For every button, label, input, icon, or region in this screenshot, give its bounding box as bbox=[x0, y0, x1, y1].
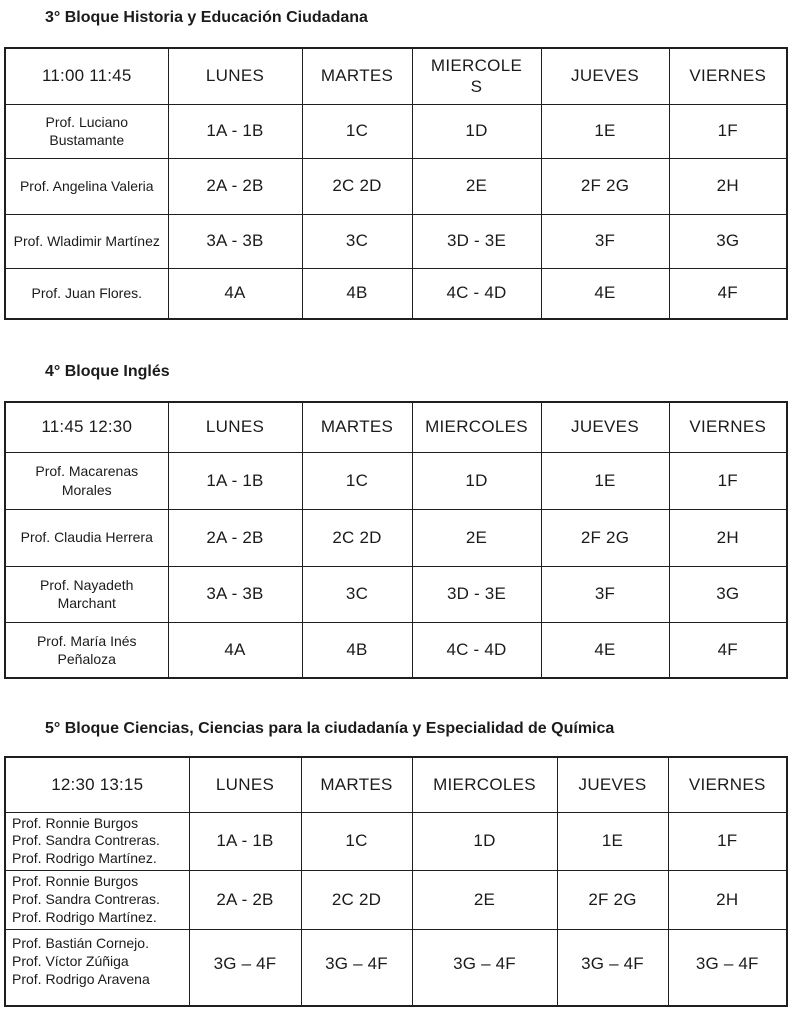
class-cell: 1D bbox=[412, 104, 541, 158]
table-row bbox=[5, 452, 787, 509]
table-row bbox=[5, 812, 787, 871]
day-header-jueves: JUEVES bbox=[557, 757, 668, 812]
table-row bbox=[5, 622, 787, 678]
class-cell: 4B bbox=[302, 622, 412, 678]
table-row bbox=[5, 268, 787, 319]
time-slot-label: 11:00 11:45 bbox=[5, 48, 168, 104]
class-cell: 1E bbox=[557, 812, 668, 871]
class-cell: 3D - 3E bbox=[412, 566, 541, 622]
class-cell: 1C bbox=[301, 812, 412, 871]
class-cell: 4C - 4D bbox=[412, 268, 541, 319]
table-row bbox=[5, 871, 787, 930]
class-cell: 1C bbox=[302, 452, 412, 509]
class-cell: 3G – 4F bbox=[668, 929, 787, 1006]
teacher-name: Prof. Bastián Cornejo. bbox=[12, 934, 149, 951]
class-cell: 2A - 2B bbox=[189, 871, 301, 930]
day-header-miercoles: MIERCOLES bbox=[412, 48, 541, 104]
teacher-name: Prof. Rodrigo Aravena bbox=[12, 970, 150, 987]
class-cell: 2C 2D bbox=[302, 509, 412, 566]
teacher-name: Prof. Angelina Valeria bbox=[5, 158, 168, 214]
class-cell: 3F bbox=[541, 214, 669, 268]
class-cell: 1F bbox=[668, 812, 787, 871]
table-header-row bbox=[5, 402, 787, 452]
class-cell: 3G – 4F bbox=[189, 929, 301, 1006]
day-header-lunes: LUNES bbox=[189, 757, 301, 812]
table-row bbox=[5, 104, 787, 158]
class-cell: 2A - 2B bbox=[168, 158, 302, 214]
time-slot-label: 11:45 12:30 bbox=[5, 402, 168, 452]
teacher-name: Prof. Juan Flores. bbox=[5, 268, 168, 319]
class-cell: 2C 2D bbox=[301, 871, 412, 930]
class-cell: 2F 2G bbox=[541, 158, 669, 214]
class-cell: 2C 2D bbox=[302, 158, 412, 214]
table-row bbox=[5, 566, 787, 622]
class-cell: 3F bbox=[541, 566, 669, 622]
teacher-name-list bbox=[5, 871, 189, 930]
teacher-name: Prof. María Inés Peñaloza bbox=[5, 622, 168, 678]
class-cell: 2E bbox=[412, 509, 541, 566]
class-cell: 1D bbox=[412, 452, 541, 509]
class-cell: 1C bbox=[302, 104, 412, 158]
class-cell: 4C - 4D bbox=[412, 622, 541, 678]
class-cell: 3G bbox=[669, 566, 787, 622]
schedule-table-bloque-4 bbox=[4, 401, 788, 679]
class-cell: 4E bbox=[541, 268, 669, 319]
day-header-martes: MARTES bbox=[301, 757, 412, 812]
class-cell: 1A - 1B bbox=[168, 452, 302, 509]
teacher-name: Prof. Claudia Herrera bbox=[5, 509, 168, 566]
class-cell: 4A bbox=[168, 622, 302, 678]
section-heading-bloque-5: 5° Bloque Ciencias, Ciencias para la ciudadanía y Especialidad de Química bbox=[45, 720, 615, 737]
table-row bbox=[5, 214, 787, 268]
teacher-name: Prof. Rodrigo Martínez. bbox=[12, 909, 157, 926]
teacher-name: Prof. Víctor Zúñiga bbox=[12, 952, 129, 969]
class-cell: 3A - 3B bbox=[168, 566, 302, 622]
class-cell: 3D - 3E bbox=[412, 214, 541, 268]
teacher-name: Prof. Wladimir Martínez bbox=[5, 214, 168, 268]
day-header-martes: MARTES bbox=[302, 402, 412, 452]
table-row bbox=[5, 509, 787, 566]
day-header-viernes: VIERNES bbox=[669, 48, 787, 104]
class-cell: 2H bbox=[669, 509, 787, 566]
day-header-lunes: LUNES bbox=[168, 402, 302, 452]
teacher-name-list bbox=[5, 812, 189, 871]
class-cell: 3G bbox=[669, 214, 787, 268]
teacher-name-list bbox=[5, 929, 189, 1006]
class-cell: 2E bbox=[412, 871, 557, 930]
class-cell: 2F 2G bbox=[557, 871, 668, 930]
class-cell: 2E bbox=[412, 158, 541, 214]
day-header-jueves: JUEVES bbox=[541, 402, 669, 452]
time-slot-label: 12:30 13:15 bbox=[5, 757, 189, 812]
class-cell: 2A - 2B bbox=[168, 509, 302, 566]
class-cell: 2H bbox=[668, 871, 787, 930]
class-cell: 1A - 1B bbox=[168, 104, 302, 158]
teacher-name: Prof. Nayadeth Marchant bbox=[5, 566, 168, 622]
class-cell: 3G – 4F bbox=[412, 929, 557, 1006]
table-row bbox=[5, 158, 787, 214]
schedule-table-bloque-3 bbox=[4, 47, 788, 320]
class-cell: 2H bbox=[669, 158, 787, 214]
class-cell: 1A - 1B bbox=[189, 812, 301, 871]
class-cell: 4A bbox=[168, 268, 302, 319]
class-cell: 1E bbox=[541, 104, 669, 158]
table-row bbox=[5, 929, 787, 1006]
teacher-name: Prof. Ronnie Burgos bbox=[12, 814, 139, 831]
class-cell: 3A - 3B bbox=[168, 214, 302, 268]
day-header-jueves: JUEVES bbox=[541, 48, 669, 104]
day-header-miercoles: MIERCOLES bbox=[412, 402, 541, 452]
table-header-row bbox=[5, 757, 787, 812]
class-cell: 4F bbox=[669, 268, 787, 319]
day-header-martes: MARTES bbox=[302, 48, 412, 104]
teacher-name: Prof. Macarenas Morales bbox=[5, 452, 168, 509]
schedule-table-bloque-5 bbox=[4, 756, 788, 1007]
day-header-miercoles: MIERCOLES bbox=[412, 757, 557, 812]
class-cell: 1F bbox=[669, 452, 787, 509]
class-cell: 3G – 4F bbox=[557, 929, 668, 1006]
section-heading-bloque-4: 4° Bloque Inglés bbox=[45, 363, 170, 380]
teacher-name: Prof. Luciano Bustamante bbox=[5, 104, 168, 158]
class-cell: 3G – 4F bbox=[301, 929, 412, 1006]
day-header-viernes: VIERNES bbox=[668, 757, 787, 812]
teacher-name: Prof. Sandra Contreras. bbox=[12, 891, 160, 908]
teacher-name: Prof. Rodrigo Martínez. bbox=[12, 850, 157, 867]
class-cell: 1F bbox=[669, 104, 787, 158]
class-cell: 2F 2G bbox=[541, 509, 669, 566]
class-cell: 1D bbox=[412, 812, 557, 871]
section-heading-bloque-3: 3° Bloque Historia y Educación Ciudadana bbox=[45, 9, 368, 26]
teacher-name: Prof. Sandra Contreras. bbox=[12, 832, 160, 849]
class-cell: 3C bbox=[302, 214, 412, 268]
day-header-lunes: LUNES bbox=[168, 48, 302, 104]
day-header-viernes: VIERNES bbox=[669, 402, 787, 452]
class-cell: 1E bbox=[541, 452, 669, 509]
table-header-row bbox=[5, 48, 787, 104]
class-cell: 4E bbox=[541, 622, 669, 678]
teacher-name: Prof. Ronnie Burgos bbox=[12, 873, 139, 890]
class-cell: 4F bbox=[669, 622, 787, 678]
class-cell: 4B bbox=[302, 268, 412, 319]
class-cell: 3C bbox=[302, 566, 412, 622]
